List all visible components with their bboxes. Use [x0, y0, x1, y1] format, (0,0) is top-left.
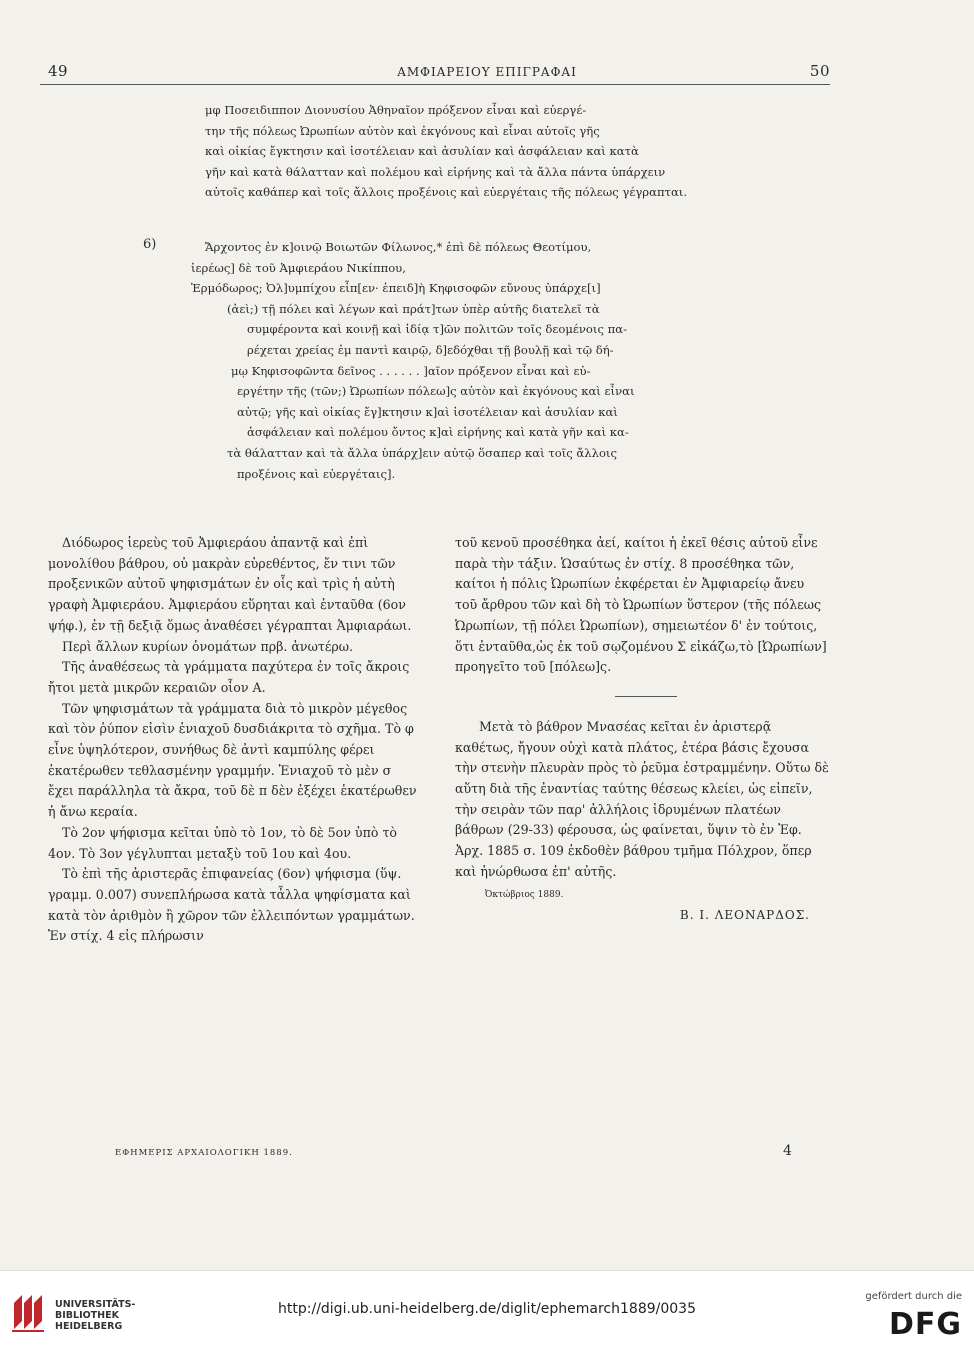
author-signature: Β. Ι. ΛΕΟΝΑΡΔΟΣ.: [679, 908, 810, 923]
inscription-line: εργέτην τῆς (τῶν;) Ὠρωπίων πόλεω]ς αὐτὸν καὶ ἐκγόνους καὶ εἶναι: [237, 384, 635, 399]
inscription-line: ἱερέως] δὲ τοῦ Ἀμφιεράου Νικίππου,: [191, 260, 406, 275]
inscription-a: [205, 100, 765, 203]
inscription-line: ἀσφάλειαν καὶ πολέμου ὄντος κ]αὶ εἰρήνης καὶ κατὰ γῆν καὶ κα-: [247, 425, 629, 440]
inscription-line: γῆν καὶ κατὰ θάλατταν καὶ πολέμου καὶ εἰρήνης καὶ τὰ ἄλλα πάντα ὑπάρχειν: [205, 164, 666, 179]
paragraph: Τῆς ἀναθέσεως τὰ γράμματα παχύτερα ἐν τοῖς ἄκροις ἤτοι μετὰ μικρῶν κεραιῶν οἷον Α.: [48, 659, 410, 695]
paragraph: Τὸ 2ον ψήφισμα κεῖται ὑπὸ τὸ 1ον, τὸ δὲ 5ον ὑπὸ τὸ 4ον. Τὸ 3ον γέγλυπται μεταξὺ τοῦ 1ου καὶ 4ου.: [48, 824, 397, 861]
paragraph: Μετὰ τὸ βάθρον Μνασέας κεῖται ἐν ἀριστερᾷ καθέτως, ἤγουν οὐχὶ κατὰ πλάτος, ἑτέρα βάσις ἔχουσα τὴν στενὴν πλευρὰν πρὸς τὸ ῥεῦμα ἐστραμμένην. Οὕτω δὲ αὕτη διὰ τῆς ἐναντίας ταύτης θέσεως κλείει, ὡς εἰπεῖν, τὴν σειρὰν τῶν παρ' ἀλλήλοις ἱδρυμένων πλατέων βάθρων (29-33) φέρουσα, ὡς φαίνεται, ὕψιν τὸ ἐν Ἐφ. Ἀρχ. 1885 σ. 109 ἐκδοθὲν βάθρου τμῆμα Πόλχρον, ὅπερ καὶ ἠνώρθωσα ἐπ' αὐτῆς.: [455, 718, 829, 879]
library-name-line: BIBLIOTHEK: [55, 1310, 119, 1321]
inscription-line: καὶ οἰκίας ἔγκτησιν καὶ ἰσοτέλειαν καὶ ἀσυλίαν καὶ ἀσφάλειαν καὶ κατὰ: [205, 144, 639, 159]
permalink-url[interactable]: http://digi.ub.uni-heidelberg.de/diglit/ephemarch1889/0035: [278, 1301, 696, 1317]
inscription-line: την τῆς πόλεως Ὠρωπίων αὐτὸν καὶ ἐκγόνους καὶ εἶναι αὐτοῖς γῆς: [205, 123, 600, 138]
inscription-line: προξένοις καὶ εὐεργέταις].: [237, 466, 396, 481]
commentary-right-column: [455, 533, 830, 926]
funding-note: gefördert durch die: [865, 1291, 962, 1302]
paragraph: Τὸ ἐπὶ τῆς ἀριστερᾶς ἐπιφανείας (6ον) ψήφισμα (ὕψ. γραμμ. 0.007) συνεπλήρωσα κατὰ τἆλλα ψηφίσματα καὶ κατὰ τὸν ἀριθμὸν ἢ χῶρον τῶν ἐλλειπόντων γραμμάτων. Ἐν στίχ. 4 εἰς πλήρωσιν: [48, 866, 415, 944]
paragraph: Τῶν ψηφισμάτων τὰ γράμματα διὰ τὸ μικρὸν μέγεθος καὶ τὸν ῥύπον εἰσὶν ἐνιαχοῦ δυσδιάκριτα τὸ σχῆμα. Τὸ φ εἶνε ὑψηλότερον, συνήθως δὲ ἀντὶ καμπύλης φέρει ἑκατέρωθεν τεθλασμένην γραμμήν. Ἐνιαχοῦ τὸ μὲν σ ἔχει παράλληλα τὰ ἄκρα, τοῦ δὲ π δὲν ἐξέχει ἑκατέρωθεν ἡ ἄνω κεραία.: [48, 700, 417, 820]
library-name-line: HEIDELBERG: [55, 1321, 123, 1332]
paragraph: Περὶ ἄλλων κυρίων ὀνομάτων πρβ. ἀνωτέρω.: [62, 638, 354, 654]
inscription-line: αὐτοῖς καθάπερ καὶ τοῖς ἄλλοις προξένοις καὶ εὐεργέταις τῆς πόλεως γέγραπται.: [205, 185, 688, 200]
inscription-line: αὐτῷ; γῆς καὶ οἰκίας ἔγ]κτησιν κ]αὶ ἰσοτέλειαν καὶ ἀσυλίαν καὶ: [237, 404, 618, 419]
header-rule: [40, 84, 830, 85]
inscription-line: ρέχεται χρείας ἐμ παντὶ καιρῷ, δ]εδόχθαι τῇ βουλῇ καὶ τῷ δή-: [247, 342, 614, 357]
date-note: Ὀκτώβριος 1889.: [485, 889, 564, 900]
inscription-line: Ἄρχοντος ἐν κ]οινῷ Βοιωτῶν Φίλωνος,* ἐπὶ δὲ πόλεως Θεοτίμου,: [205, 240, 592, 254]
page-number-left: 49: [48, 62, 69, 80]
running-title: ΑΜΦΙΑΡΕΙΟΥ ΕΠΙΓΡΑΦΑΙ: [397, 65, 577, 79]
inscription-line: μῳ Κηφισοφῶντα δεῖνος . . . . . . ]αῖον πρόξενον εἶναι καὶ εὐ-: [231, 363, 591, 378]
inscription-line: συμφέροντα καὶ κοινῇ καὶ ἰδίᾳ τ]ῶν πολιτῶν τοῖς δεομένοις πα-: [247, 322, 628, 337]
inscription-line: Ἑρμόδωρος; Ὀλ]υμπίχου εἶπ[εν· ἐπειδ]ὴ Κηφισοφῶν εὔνους ὑπάρχε[ι]: [191, 281, 601, 296]
page-number-right: 50: [809, 62, 830, 80]
commentary-left-column: [48, 533, 418, 947]
section-divider: [615, 696, 677, 697]
inscription-line: (ἀεὶ;) τῇ πόλει καὶ λέγων καὶ πράτ]των ὑπὲρ αὐτῆς διατελεῖ τὰ: [227, 301, 600, 316]
inscription-b: [185, 237, 765, 484]
paragraph: Διόδωρος ἱερεὺς τοῦ Ἀμφιεράου ἀπαντᾷ καὶ ἐπὶ μονολίθου βάθρου, οὐ μακρὰν εὑρεθέντος, ἔν τινι τῶν προξενικῶν αὐτοῦ ψηφισμάτων ἐν οἷς καὶ τρὶς ἡ αὐτὴ γραφὴ Ἀμφιεράου. Ἀμφιεράου εὕρηται καὶ ἐνταῦθα (6ον ψήφ.), ἐν τῇ δεξιᾷ ὅμως ἀναθέσει γέγραπται Ἀμφιαράωι.: [48, 535, 412, 633]
journal-imprint: ΕΦΗΜΕΡΙΣ ΑΡΧΑΙΟΛΟΓΙΚΗ 1889.: [115, 1148, 293, 1158]
digitization-bar: [0, 1270, 974, 1352]
library-name-line: UNIVERSITÄTS-: [55, 1299, 136, 1310]
paragraph: τοῦ κενοῦ προσέθηκα ἀεί, καίτοι ἡ ἐκεῖ θέσις αὐτοῦ εἶνε παρὰ τὴν τάξιν. Ὡσαύτως ἐν στίχ. 8 προσέθηκα τῶν, καίτοι ἡ πόλις Ὠρωπίων ἐκφέρεται ἐν Ἀμφιαρείῳ ἄνευ τοῦ ἄρθρου τῶν καὶ δὴ τὸ Ὠρωπίων ὕστερον (τῆς πόλεως Ὠρωπίων, τῇ πόλει Ὠρωπίων), σημειωτέον δ' ἐν τούτοις, ὅτι ἐνταῦθα,ὡς ἐκ τοῦ σῳζομένου Σ εἰκάζω,τὸ [Ὠρωπίων] προηγεῖτο τοῦ [πόλεω]ς.: [455, 535, 827, 675]
inscription-line: τὰ θάλατταν καὶ τὰ ἄλλα ὑπάρχ]ειν αὐτῷ ὅσαπερ καὶ τοῖς ἄλλοις: [227, 445, 617, 460]
dfg-logo: DFG: [888, 1307, 962, 1342]
inscription-line: μφ Ποσειδιππον Διονυσίου Ἀθηναῖον πρόξενον εἶναι καὶ εὐεργέ-: [205, 103, 587, 117]
sheet-number: 4: [783, 1143, 792, 1159]
inscription-number: 6): [143, 237, 157, 252]
